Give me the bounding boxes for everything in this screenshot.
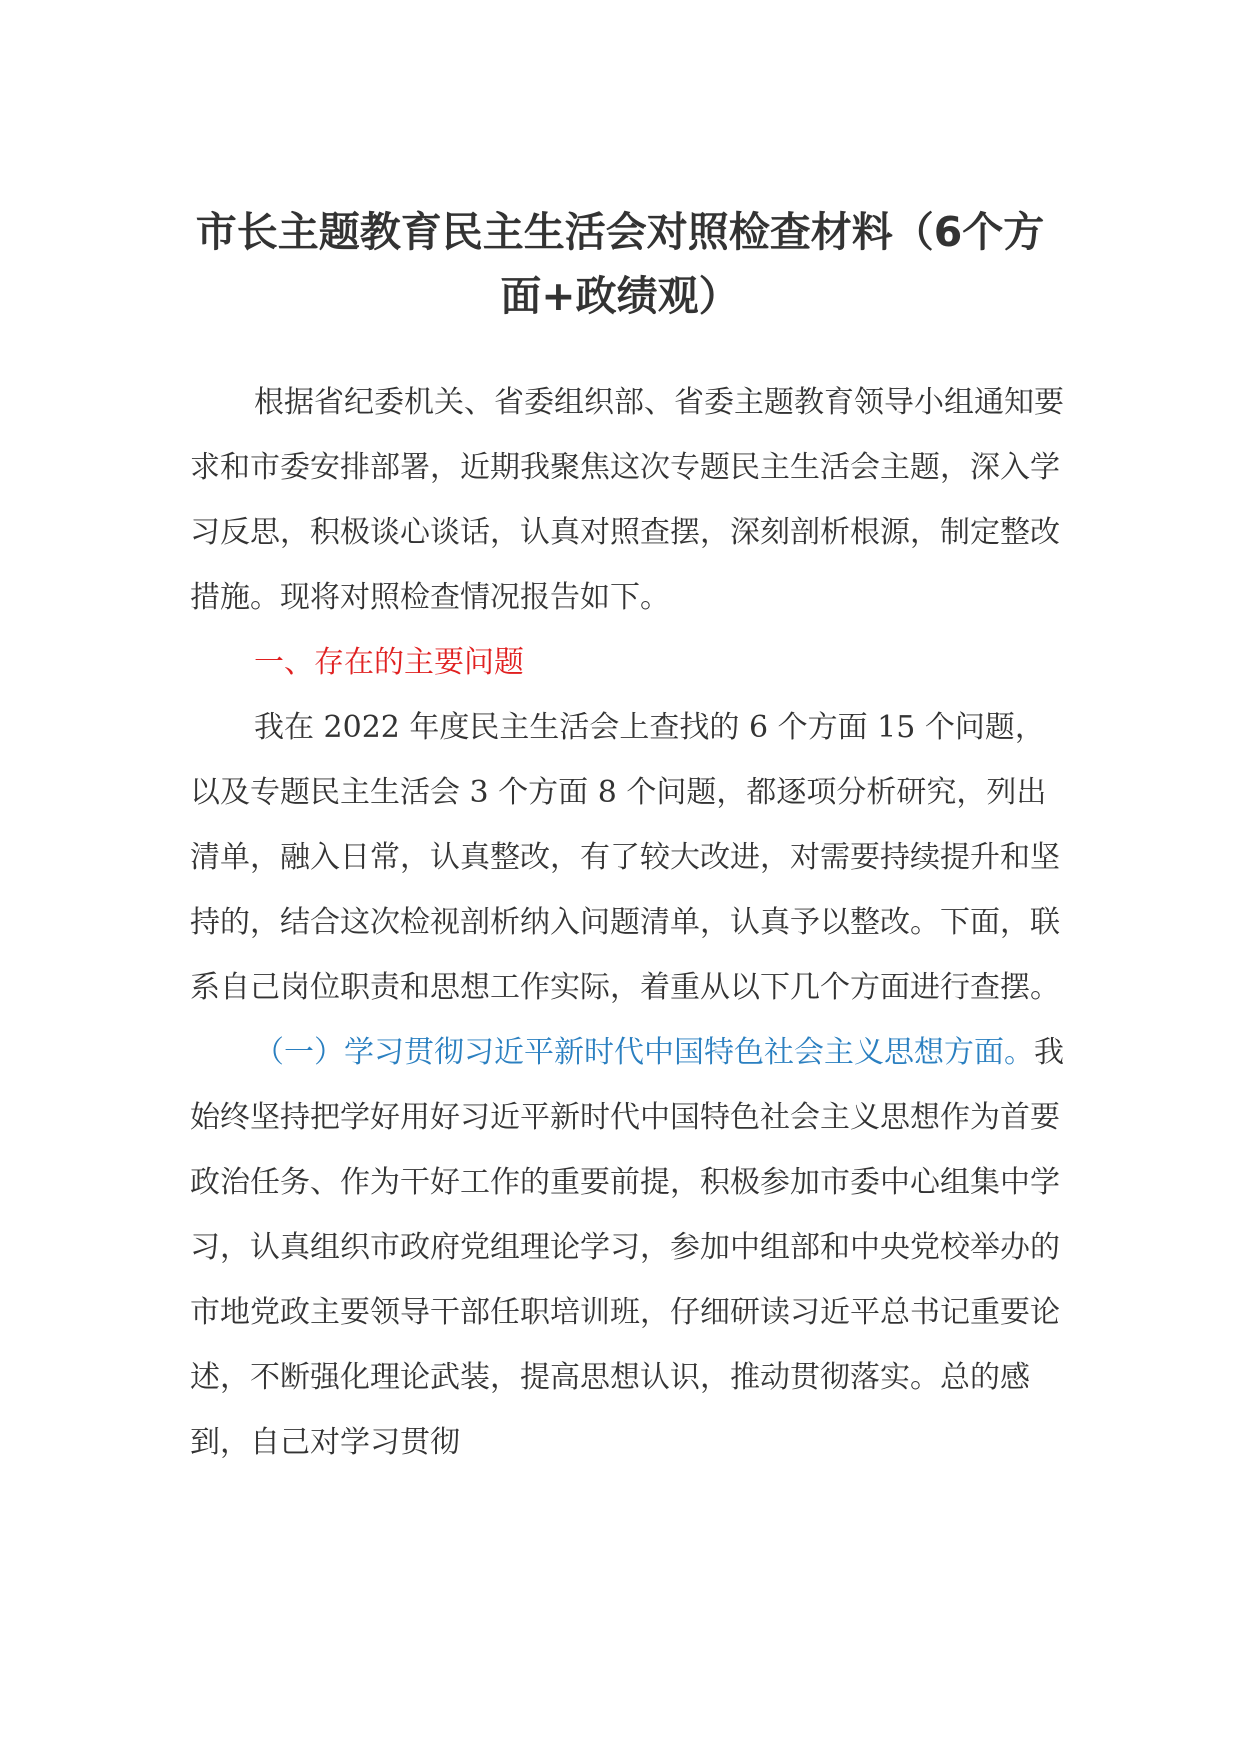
subsection-body: 我始终坚持把学好用好习近平新时代中国特色社会主义思想作为首要政治任务、作为干好工作的重要前提，积极参加市委中心组集中学习，认真组织市政府党组理论学习，参加中组部和中央党校举办的市地党政主要领导干部任职培训班，仔细研读习近平总书记重要论述，不断强化理论武装，提高思想认识，推动贯彻落实。总的感到，自己对学习贯彻 [190,1035,1064,1460]
section-heading: 一、存在的主要问题 [254,645,524,680]
subsection-paragraph [190,1020,1070,1475]
subsection-heading: （一）学习贯彻习近平新时代中国特色社会主义思想方面。 [254,1035,1034,1070]
document-body [190,370,1070,1475]
document-title: 市长主题教育民主生活会对照检查材料（6个方面+政绩观） [195,208,1045,320]
section-body-paragraph: 我在 2022 年度民主生活会上查找的 6 个方面 15 个问题，以及专题民主生活会 3 个方面 8 个问题，都逐项分析研究，列出清单，融入日常，认真整改，有了较大改进，对需要持续提升和坚持的，结合这次检视剖析纳入问题清单，认真予以整改。下面，联系自己岗位职责和思想工作实际，着重从以下几个方面进行查摆。 [190,710,1060,1005]
intro-paragraph: 根据省纪委机关、省委组织部、省委主题教育领导小组通知要求和市委安排部署，近期我聚焦这次专题民主生活会主题，深入学习反思，积极谈心谈话，认真对照查摆，深刻剖析根源，制定整改措施。现将对照检查情况报告如下。 [190,385,1064,615]
